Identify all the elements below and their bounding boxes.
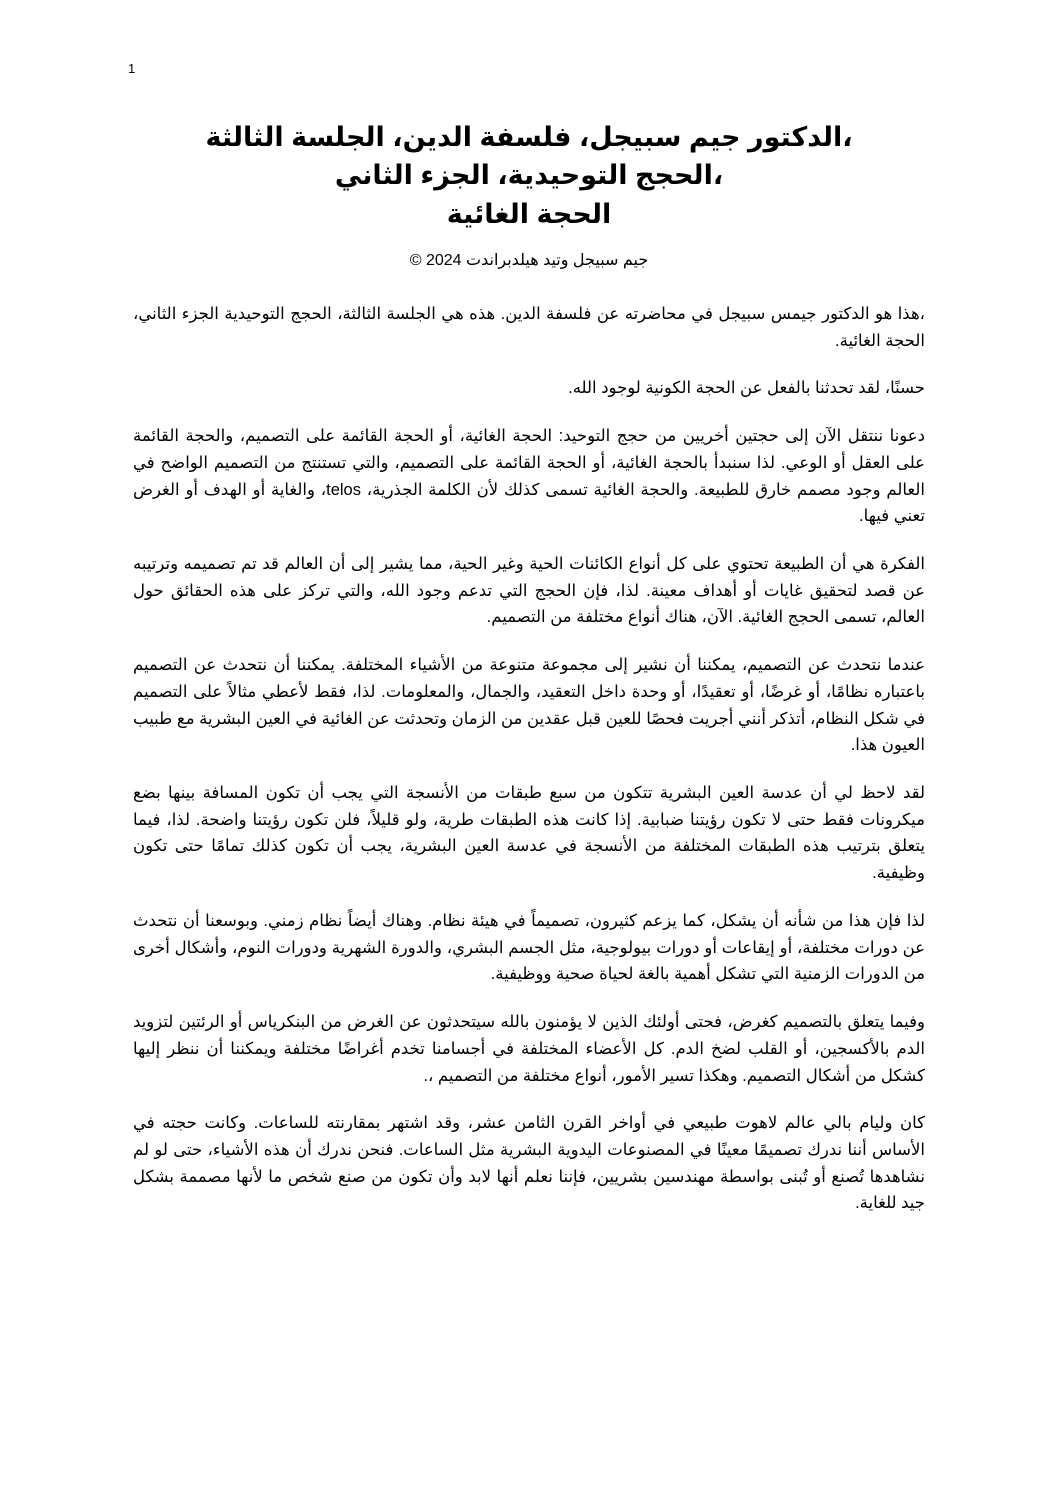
copyright-line: جيم سبيجل وتيد هيلدبراندت 2024 © <box>409 251 649 269</box>
page-number: 1 <box>128 61 136 76</box>
paragraph-9: كان وليام بالي عالم لاهوت طبيعي في أواخر القرن الثامن عشر، وقد اشتهر بمقارنته للساعات. وكانت حجته في الأساس أننا ندرك تصميمًا معينًا في المصنوعات اليدوية البشرية مثل الساعات. فنحن ندرك أن هذه الأشياء، حتى لو لم نشاهدها تُصنع أو تُبنى بواسطة مهندسين بشريين، فإننا نعلم أنها لابد وأن تكون من صنع شخص ما لأنها مصممة بشكل جيد للغاية. <box>133 1114 925 1213</box>
paragraph-4: الفكرة هي أن الطبيعة تحتوي على كل أنواع الكائنات الحية وغير الحية، مما يشير إلى أن العالم قد تم تصميمه وترتيبه عن قصد لتحقيق غايات أو أهداف معينة. لذا، فإن الحجج التي تدعم وجود الله، والتي تركز على هذه الحقائق حول العالم، تسمى الحجج الغائية. الآن، هناك أنواع مختلفة من التصميم. <box>133 555 925 627</box>
paragraph-1: ،هذا هو الدكتور جيمس سبيجل في محاضرته عن فلسفة الدين. هذه هي الجلسة الثالثة، الحجج التوحيدية الجزء الثاني، الحجة الغائية. <box>133 304 925 350</box>
document-content <box>133 118 925 1217</box>
page-title <box>133 118 925 233</box>
title-line-2: ،الحجج التوحيدية، الجزء الثاني <box>334 160 724 191</box>
body-text <box>133 301 925 1217</box>
paragraph-3: دعونا ننتقل الآن إلى حجتين أخريين من حجج التوحيد: الحجة الغائية، أو الحجة القائمة على التصميم، والحجة القائمة على العقل أو الوعي. لذا سنبدأ بالحجة الغائية، أو الحجة القائمة على التصميم، والتي تستنتج من التصميم الواضح في العالم وجود مصمم خارق للطبيعة. والحجة الغائية تسمى كذلك لأن الكلمة الجذرية، telos، والغاية أو الهدف أو الغرض تعني فيها. <box>133 427 925 526</box>
title-line-1: ،الدكتور جيم سبيجل، فلسفة الدين، الجلسة الثالثة <box>205 122 853 152</box>
paragraph-6: لقد لاحظ لي أن عدسة العين البشرية تتكون من سبع طبقات من الأنسجة التي يجب أن تكون المسافة بينها بضع ميكرونات فقط حتى لا تكون رؤيتنا ضبابية. إذا كانت هذه الطبقات طرية، ولو قليلاً، فلن تكون رؤيتنا واضحة. لذا، فيما يتعلق بترتيب هذه الطبقات المختلفة من الأنسجة في عدسة العين البشرية، يجب أن تكون كذلك تمامًا حتى تكون وظيفية. <box>133 784 925 883</box>
paragraph-8: وفيما يتعلق بالتصميم كغرض، فحتى أولئك الذين لا يؤمنون بالله سيتحدثون عن الغرض من البنكرياس أو الرئتين لتزويد الدم بالأكسجين، أو القلب لضخ الدم. كل الأعضاء المختلفة في أجسامنا تخدم أغراضًا مختلفة ويمكننا أن ننظر إليها كشكل من أشكال التصميم. وهكذا تسير الأمور، أنواع مختلفة من التصميم ،. <box>133 1013 925 1085</box>
paragraph-2: حسنًا، لقد تحدثنا بالفعل عن الحجة الكونية لوجود الله. <box>568 379 925 398</box>
paragraph-5: عندما نتحدث عن التصميم، يمكننا أن نشير إلى مجموعة متنوعة من الأشياء المختلفة. يمكننا أن نتحدث عن التصميم باعتباره نظامًا، أو غرضًا، أو تعقيدًا، أو وحدة داخل التعقيد، والجمال، والمعلومات. لذا، فقط لأعطي مثالاً على التصميم في شكل النظام، أتذكر أنني أجريت فحصًا للعين قبل عقدين من الزمان وتحدثت عن الغائية في العين البشرية مع طبيب العيون هذا. <box>133 656 925 755</box>
paragraph-7: لذا فإن هذا من شأنه أن يشكل، كما يزعم كثيرون، تصميماً في هيئة نظام. وهناك أيضاً نظام زمني. وبوسعنا أن نتحدث عن دورات مختلفة، أو إيقاعات أو دورات بيولوجية، مثل الجسم البشري، والدورة الشهرية ودورات النوم، وأشكال أخرى من الدورات الزمنية التي تشكل أهمية بالغة لحياة صحية ووظيفية. <box>133 911 925 984</box>
title-line-3: الحجة الغائية <box>446 198 612 229</box>
